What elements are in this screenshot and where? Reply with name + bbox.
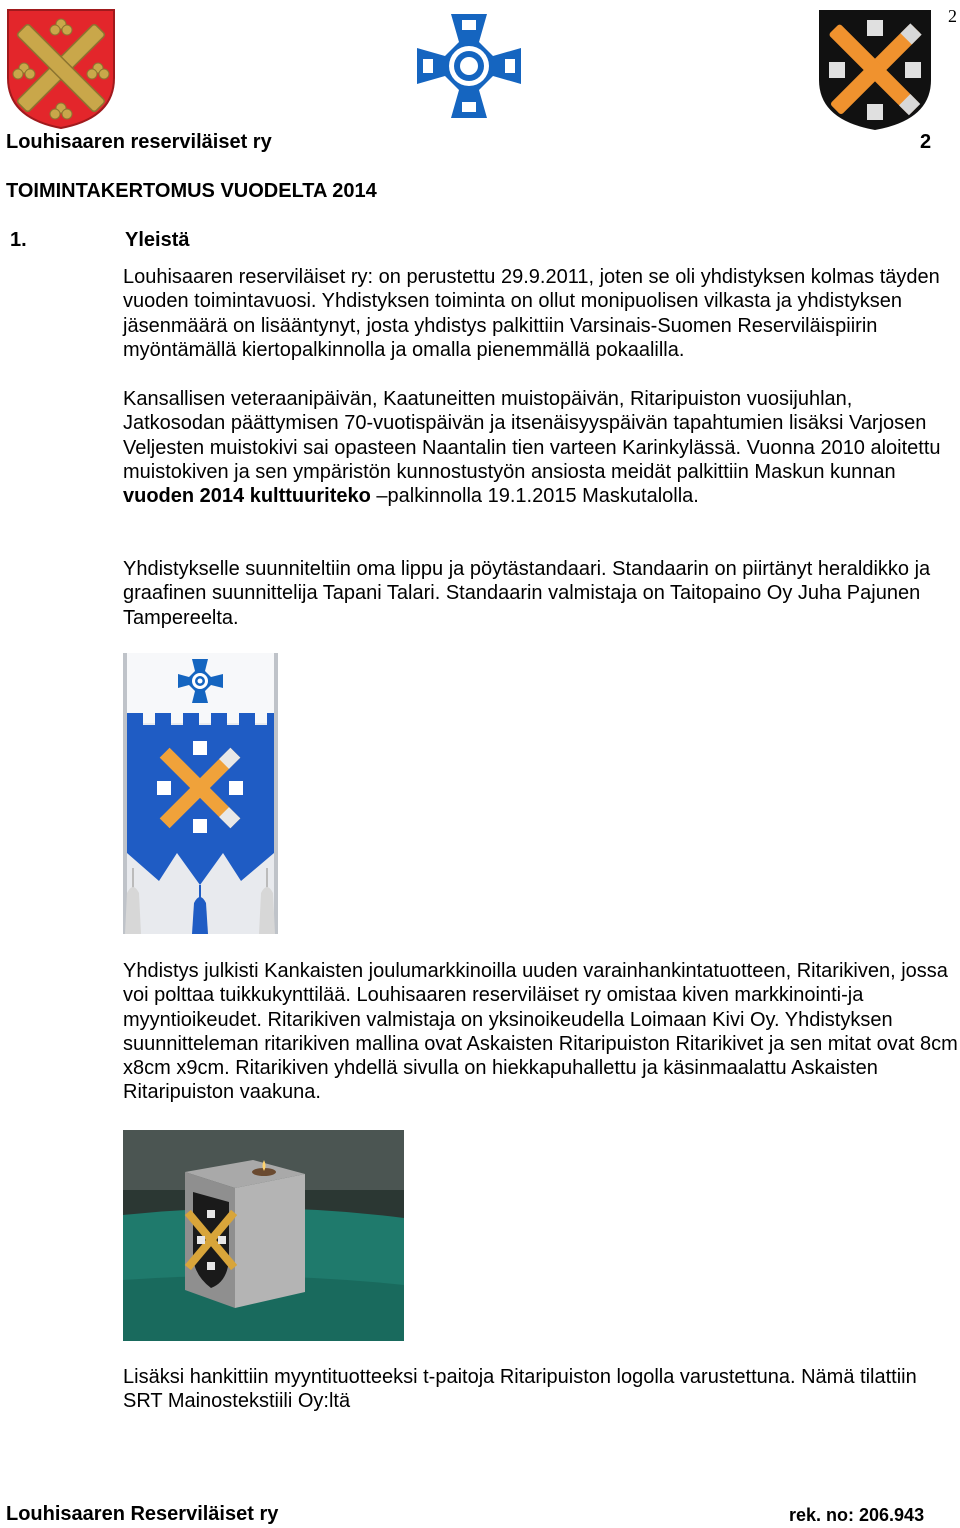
table-standard-photo: [123, 653, 278, 934]
blue-cross-emblem-icon: [415, 12, 523, 120]
paragraph-events-text-b: –palkinnolla 19.1.2015 Maskutalolla.: [370, 485, 699, 508]
paragraph-founding: Louhisaaren reserviläiset ry: on perustettu 29.9.2011, joten se oli yhdistyksen kolmas täyden vuoden toimintavuosi. Yhdistyksen toiminta on ollut monipuolisen vilkasta ja yhdistyksen jäsenmäärä on lisääntynyt, josta yhdistys palkittiin Varsinais-Suomen Reserviläispiirin myöntämällä kiertopalkinnolla ja omalla pienemmällä pokaalilla.: [123, 266, 940, 361]
paragraph-ritarikivi: Yhdistys julkisti Kankaisten joulumarkkinoilla uuden varainhankintatuotteen, Ritarikiven, jossa voi polttaa tuikkukynttilää. Louhisaaren reserviläiset ry omistaa kiven markkinointi-ja myyntioikeudet. Ritarikiven valmistaja on yksinoikeudella Loimaan Kivi Oy. Yhdistyksen suunnitteleman ritarikiven mallina ovat Askaisten Ritaripuiston Ritarikivet ja sen mitat ovat 8cm x8cm x9cm. Ritarikiven yhdellä sivulla on hiekkapuhallettu ja käsinmaalattu Askaisten Ritaripuiston vaakuna.: [123, 960, 958, 1104]
section-number: 1.: [10, 229, 27, 251]
footer-org-name: Louhisaaren Reserviläiset ry: [6, 1503, 279, 1525]
paragraph-events-bold: vuoden 2014 kulttuuriteko: [123, 485, 371, 508]
paragraph-tshirts: Lisäksi hankittiin myyntituotteeksi t-paitoja Ritaripuiston logolla varustettuna. Nämä tilattiin SRT Mainostekstiili Oy:ltä: [123, 1366, 917, 1413]
page-number-header: 2: [920, 131, 932, 153]
paragraph-standard: Yhdistykselle suunniteltiin oma lippu ja pöytästandaari. Standaarin on piirtänyt heraldikko ja graafinen suunnittelija Tapani Talari. Standaarin valmistaja on Taitopaino Oy Juha Pajunen Tampereelta.: [123, 558, 931, 629]
paragraph-events-text-a: Kansallisen veteraanipäivän, Kaatuneitten muistopäivän, Ritaripuiston vuosijuhlan, Jatkosodan päättymisen 70-vuotispäivän ja itsenäisyyspäivän tapahtumien lisäksi Varjosen Veljesten muistokivi sai opasteen Naantalin tien varteen Karinkylässä. Vuonna 2010 aloitettu muistokiven ja sen ympäristön kunnostustyön ansiosta meidät palkittiin Maskun kunnan: [123, 388, 941, 483]
ritarikivi-stone-photo: [123, 1130, 404, 1341]
black-coat-of-arms-icon: [817, 8, 933, 132]
org-name-header: Louhisaaren reserviläiset ry: [6, 131, 272, 153]
document-title: TOIMINTAKERTOMUS VUODELTA 2014: [6, 180, 377, 202]
footer-registration-number: rek. no: 206.943: [789, 1505, 925, 1525]
paragraph-events: [123, 387, 959, 508]
red-coat-of-arms-icon: [6, 8, 116, 130]
page-number-top: 2: [948, 6, 957, 26]
section-title: Yleistä: [125, 229, 190, 251]
